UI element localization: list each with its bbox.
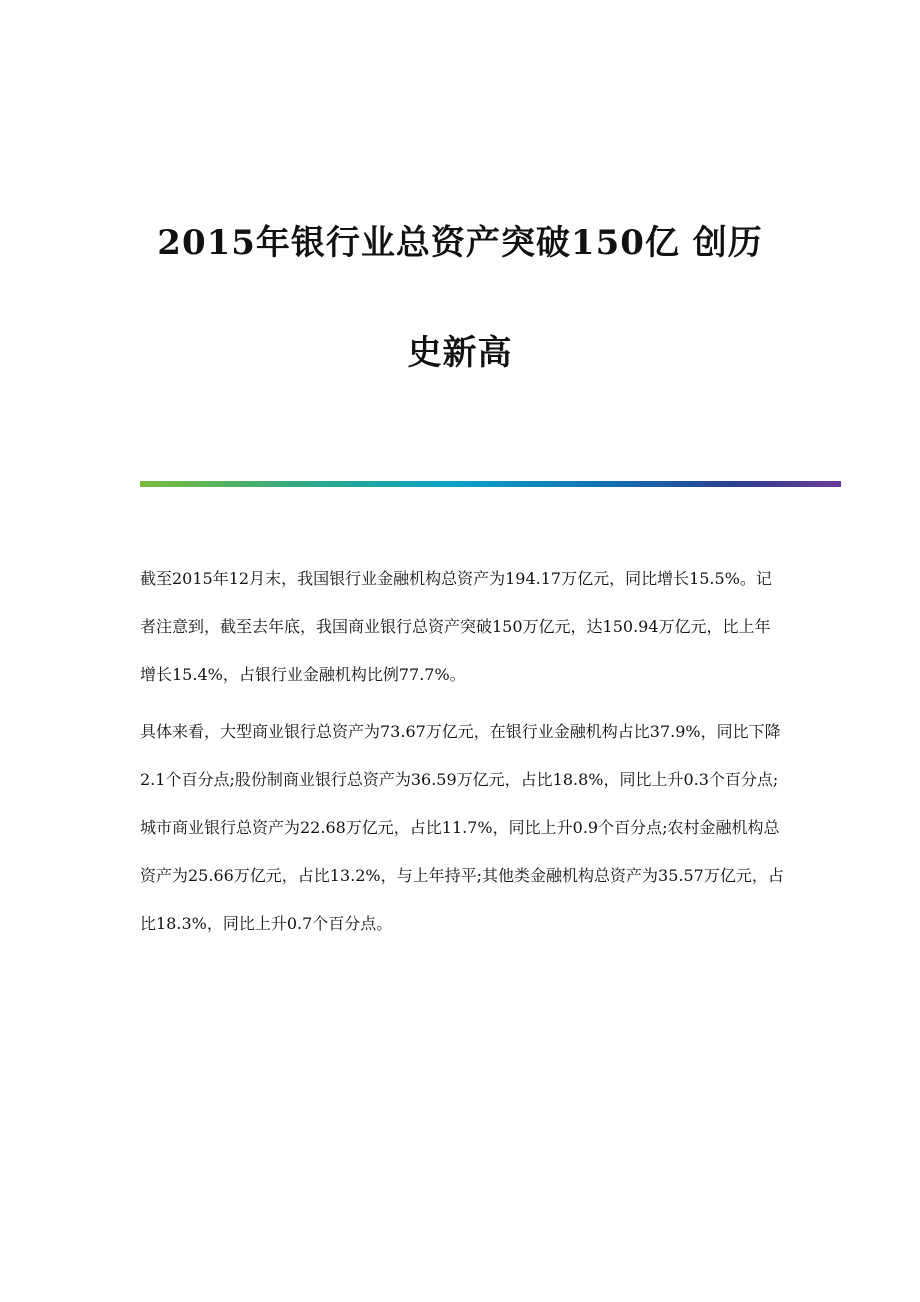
paragraph-2: 具体来看，大型商业银行总资产为73.67万亿元，在银行业金融机构占比37.9%，同比下降2.1个百分点;股份制商业银行总资产为36.59万亿元，占比18.8%，同比上升0.3个百分点;城市商业银行总资产为22.68万亿元，占比11.7%，同比上升0.9个百分点;农村金融机构总资产为25.66万亿元，占比13.2%，与上年持平;其他类金融机构总资产为35.57万亿元，占比18.3%，同比上升0.7个百分点。 — [140, 722, 784, 933]
paragraph-1: 截至2015年12月末，我国银行业金融机构总资产为194.17万亿元，同比增长15.5%。记者注意到，截至去年底，我国商业银行总资产突破150万亿元，达150.94万亿元，比上年增长15.4%，占银行业金融机构比例77.7%。 — [140, 569, 772, 684]
gradient-divider — [140, 481, 841, 487]
article-body — [140, 555, 785, 948]
document-title — [100, 188, 820, 408]
title-line-2: 史新高 — [407, 333, 513, 373]
title-line-1: 2015年银行业总资产突破150亿 创历 — [157, 223, 763, 263]
